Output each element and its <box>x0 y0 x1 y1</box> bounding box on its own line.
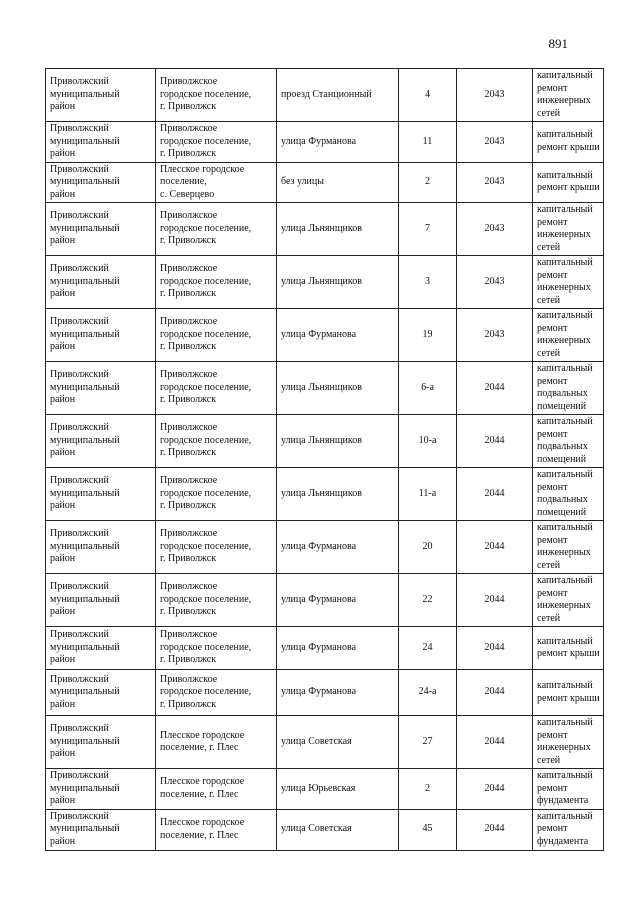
table-row <box>46 670 604 716</box>
settlement-cell <box>156 716 277 769</box>
district-cell <box>46 574 156 627</box>
settlement-cell-line: городское поселение, <box>160 434 252 446</box>
work-type-cell-line: капитальный <box>537 522 593 533</box>
district-cell-line: район <box>50 698 76 710</box>
settlement-cell <box>156 415 277 468</box>
work-type-cell-line: подвальных <box>537 441 588 452</box>
work-type-cell-line: ремонт крыши <box>537 141 600 153</box>
work-type-cell-line: ремонт <box>537 269 568 281</box>
work-type-cell <box>533 362 604 415</box>
district-cell <box>46 521 156 574</box>
settlement-cell-line: Приволжское <box>160 76 218 88</box>
settlement-cell-line: поселение, г. Плес <box>160 742 239 753</box>
settlement-cell-line: городское поселение, <box>160 135 252 147</box>
house-number-cell: 27 <box>399 716 457 769</box>
settlement-cell-line: г. Приволжск <box>160 500 217 512</box>
work-type-cell <box>533 256 604 309</box>
settlement-cell <box>156 162 277 203</box>
work-type-cell-line: ремонт <box>537 823 568 835</box>
street-cell: улица Льнянщиков <box>277 468 399 521</box>
work-type-cell-line: сетей <box>537 612 561 624</box>
district-cell-line: муниципальный <box>50 593 120 605</box>
district-cell-line: район <box>50 101 76 113</box>
work-type-cell-line: капитальный <box>537 635 593 647</box>
house-number-cell: 10-а <box>399 415 457 468</box>
work-type-cell-line: инженерных <box>537 600 591 611</box>
district-cell-line: район <box>50 188 76 200</box>
settlement-cell-line: городское поселение, <box>160 686 252 698</box>
work-type-cell-line: подвальных <box>537 494 588 505</box>
work-type-cell-line: помещений <box>537 453 587 465</box>
work-type-cell <box>533 670 604 716</box>
settlement-cell-line: городское поселение, <box>160 222 252 234</box>
work-type-cell-line: сетей <box>537 294 561 306</box>
work-type-cell-line: инженерных <box>537 229 591 240</box>
work-type-cell <box>533 122 604 163</box>
settlement-cell-line: городское поселение, <box>160 487 252 499</box>
work-type-cell-line: фундамента <box>537 835 589 847</box>
district-cell-line: Приволжский <box>50 810 109 822</box>
work-type-cell <box>533 574 604 627</box>
work-type-cell-line: сетей <box>537 754 561 766</box>
street-cell: улица Фурманова <box>277 670 399 716</box>
settlement-cell <box>156 362 277 415</box>
table-row <box>46 362 604 415</box>
work-type-cell-line: ремонт <box>537 428 568 440</box>
settlement-cell-line: г. Приволжск <box>160 606 217 618</box>
work-type-cell-line: сетей <box>537 107 561 119</box>
district-cell-line: муниципальный <box>50 735 120 747</box>
settlement-cell-line: г. Приволжск <box>160 447 217 459</box>
work-type-cell-line: подвальных <box>537 388 588 399</box>
district-cell-line: район <box>50 341 76 353</box>
settlement-cell-line: Плесское городское <box>160 163 245 175</box>
settlement-cell-line: г. Приволжск <box>160 101 217 113</box>
work-type-cell-line: инженерных <box>537 282 591 293</box>
house-number-cell: 11 <box>399 122 457 163</box>
page-number: 891 <box>548 36 568 51</box>
work-type-cell-line: ремонт <box>537 534 568 546</box>
settlement-cell <box>156 574 277 627</box>
settlement-cell <box>156 468 277 521</box>
district-cell <box>46 809 156 850</box>
table-row <box>46 69 604 122</box>
district-cell-line: муниципальный <box>50 540 120 552</box>
district-cell-line: район <box>50 748 76 760</box>
district-cell-line: Приволжский <box>50 770 109 781</box>
settlement-cell-line: поселение, г. Плес <box>160 829 239 841</box>
table-row <box>46 809 604 850</box>
work-type-cell <box>533 627 604 670</box>
work-type-cell-line: капитальный <box>537 169 593 181</box>
settlement-cell <box>156 809 277 850</box>
district-cell-line: район <box>50 654 76 666</box>
district-cell-line: муниципальный <box>50 686 120 698</box>
district-cell-line: район <box>50 288 76 300</box>
district-cell <box>46 256 156 309</box>
street-cell: проезд Станционный <box>277 69 399 122</box>
year-cell: 2044 <box>457 415 533 468</box>
year-cell: 2043 <box>457 69 533 122</box>
settlement-cell-line: с. Северцево <box>160 188 215 200</box>
settlement-cell-line: городское поселение, <box>160 328 252 340</box>
street-cell: улица Фурманова <box>277 309 399 362</box>
work-type-cell-line: помещений <box>537 400 587 412</box>
work-type-cell <box>533 468 604 521</box>
settlement-cell-line: Плесское городское <box>160 776 245 788</box>
house-number-cell: 2 <box>399 769 457 810</box>
district-cell <box>46 468 156 521</box>
table-row <box>46 415 604 468</box>
district-cell-line: район <box>50 795 76 806</box>
work-type-cell-line: сетей <box>537 241 561 253</box>
work-type-cell <box>533 69 604 122</box>
table-row <box>46 769 604 810</box>
street-cell: улица Льнянщиков <box>277 362 399 415</box>
work-type-cell <box>533 809 604 850</box>
settlement-cell-line: Приволжское <box>160 210 218 222</box>
district-cell-line: муниципальный <box>50 222 120 234</box>
work-type-cell-line: капитальный <box>537 770 593 781</box>
house-number-cell: 24 <box>399 627 457 670</box>
settlement-cell-line: городское поселение, <box>160 381 252 393</box>
district-cell-line: муниципальный <box>50 275 120 287</box>
district-cell <box>46 627 156 670</box>
settlement-cell-line: г. Приволжск <box>160 394 217 406</box>
year-cell: 2044 <box>457 574 533 627</box>
settlement-cell-line: г. Приволжск <box>160 235 217 247</box>
district-cell <box>46 203 156 256</box>
year-cell: 2044 <box>457 769 533 810</box>
work-type-cell-line: капитальный <box>537 363 593 374</box>
settlement-cell-line: городское поселение, <box>160 275 252 287</box>
work-type-cell-line: ремонт <box>537 375 568 387</box>
year-cell: 2043 <box>457 162 533 203</box>
house-number-cell: 3 <box>399 256 457 309</box>
street-cell: улица Фурманова <box>277 627 399 670</box>
settlement-cell-line: Приволжское <box>160 316 218 328</box>
settlement-cell-line: Приволжское <box>160 422 218 434</box>
settlement-cell-line: городское поселение, <box>160 593 252 605</box>
settlement-cell-line: поселение, <box>160 176 207 187</box>
table-row <box>46 627 604 670</box>
settlement-cell-line: Приволжское <box>160 629 218 641</box>
street-cell: улица Советская <box>277 716 399 769</box>
settlement-cell <box>156 627 277 670</box>
district-cell-line: Приволжский <box>50 163 109 175</box>
work-type-cell-line: ремонт <box>537 82 568 94</box>
district-cell <box>46 362 156 415</box>
settlement-cell <box>156 203 277 256</box>
district-cell-line: муниципальный <box>50 434 120 446</box>
district-cell-line: Приволжский <box>50 210 109 222</box>
work-type-cell-line: фундамента <box>537 795 589 806</box>
house-number-cell: 24-а <box>399 670 457 716</box>
street-cell: без улицы <box>277 162 399 203</box>
settlement-cell-line: Приволжское <box>160 581 218 593</box>
year-cell: 2044 <box>457 716 533 769</box>
street-cell: улица Юрьевская <box>277 769 399 810</box>
work-type-cell <box>533 162 604 203</box>
district-cell-line: район <box>50 835 76 847</box>
work-type-cell-line: инженерных <box>537 95 591 106</box>
year-cell: 2044 <box>457 521 533 574</box>
district-cell <box>46 122 156 163</box>
street-cell: улица Фурманова <box>277 521 399 574</box>
work-type-cell-line: капитальный <box>537 204 593 215</box>
district-cell <box>46 309 156 362</box>
year-cell: 2044 <box>457 362 533 415</box>
settlement-cell-line: г. Приволжск <box>160 698 217 710</box>
table-row <box>46 521 604 574</box>
district-cell-line: муниципальный <box>50 328 120 340</box>
settlement-cell-line: г. Приволжск <box>160 654 217 666</box>
settlement-cell <box>156 256 277 309</box>
year-cell: 2043 <box>457 309 533 362</box>
settlement-cell-line: Плесское городское <box>160 729 245 741</box>
district-cell-line: Приволжский <box>50 123 109 134</box>
house-number-cell: 22 <box>399 574 457 627</box>
house-number-cell: 45 <box>399 809 457 850</box>
street-cell: улица Фурманова <box>277 574 399 627</box>
district-cell-line: район <box>50 553 76 565</box>
work-type-cell-line: капитальный <box>537 310 593 321</box>
district-cell-line: Приволжский <box>50 76 109 88</box>
work-type-cell-line: инженерных <box>537 742 591 753</box>
district-cell-line: муниципальный <box>50 823 120 835</box>
district-cell-line: муниципальный <box>50 782 120 794</box>
district-cell-line: муниципальный <box>50 381 120 393</box>
work-type-cell-line: ремонт крыши <box>537 692 600 704</box>
table-row <box>46 203 604 256</box>
work-type-cell-line: капитальный <box>537 416 593 427</box>
district-cell-line: Приволжский <box>50 581 109 593</box>
house-number-cell: 20 <box>399 521 457 574</box>
work-type-cell <box>533 716 604 769</box>
street-cell: улица Льнянщиков <box>277 203 399 256</box>
work-type-cell-line: инженерных <box>537 335 591 346</box>
settlement-cell-line: городское поселение, <box>160 540 252 552</box>
settlement-cell <box>156 521 277 574</box>
district-cell-line: Приволжский <box>50 475 109 487</box>
street-cell: улица Льнянщиков <box>277 256 399 309</box>
work-type-cell-line: капитальный <box>537 469 593 480</box>
work-type-cell <box>533 309 604 362</box>
district-cell-line: муниципальный <box>50 88 120 100</box>
work-type-cell-line: ремонт <box>537 216 568 228</box>
settlement-cell-line: г. Приволжск <box>160 341 217 353</box>
settlement-cell-line: городское поселение, <box>160 641 252 653</box>
work-type-cell <box>533 415 604 468</box>
house-number-cell: 7 <box>399 203 457 256</box>
district-cell-line: район <box>50 447 76 459</box>
district-cell <box>46 415 156 468</box>
work-type-cell-line: капитальный <box>537 717 593 728</box>
work-type-cell-line: ремонт крыши <box>537 648 600 659</box>
district-cell-line: район <box>50 148 76 159</box>
work-type-cell-line: капитальный <box>537 70 593 81</box>
settlement-cell-line: городское поселение, <box>160 88 252 100</box>
work-type-cell-line: ремонт <box>537 481 568 493</box>
work-type-cell-line: капитальный <box>537 680 593 691</box>
district-cell-line: Приволжский <box>50 263 109 275</box>
district-cell-line: муниципальный <box>50 135 120 147</box>
work-type-cell-line: капитальный <box>537 257 593 268</box>
table-row <box>46 162 604 203</box>
street-cell: улица Фурманова <box>277 122 399 163</box>
district-cell-line: Приволжский <box>50 629 109 641</box>
work-type-cell-line: ремонт <box>537 587 568 599</box>
year-cell: 2044 <box>457 670 533 716</box>
year-cell: 2044 <box>457 468 533 521</box>
settlement-cell-line: г. Приволжск <box>160 288 217 300</box>
district-cell <box>46 769 156 810</box>
work-type-cell-line: ремонт <box>537 729 568 741</box>
housing-repair-table <box>45 68 604 851</box>
settlement-cell-line: поселение, г. Плес <box>160 788 239 800</box>
work-type-cell-line: капитальный <box>537 810 593 822</box>
house-number-cell: 6-а <box>399 362 457 415</box>
settlement-cell-line: Приволжское <box>160 528 218 540</box>
table-row <box>46 468 604 521</box>
work-type-cell-line: капитальный <box>537 129 593 141</box>
district-cell-line: Приволжский <box>50 316 109 328</box>
district-cell-line: район <box>50 235 76 247</box>
work-type-cell-line: капитальный <box>537 575 593 586</box>
settlement-cell-line: Приволжское <box>160 475 218 487</box>
settlement-cell <box>156 769 277 810</box>
district-cell-line: район <box>50 394 76 406</box>
year-cell: 2043 <box>457 122 533 163</box>
settlement-cell <box>156 309 277 362</box>
house-number-cell: 2 <box>399 162 457 203</box>
street-cell: улица Льнянщиков <box>277 415 399 468</box>
year-cell: 2044 <box>457 809 533 850</box>
house-number-cell: 11-а <box>399 468 457 521</box>
house-number-cell: 4 <box>399 69 457 122</box>
district-cell-line: муниципальный <box>50 641 120 653</box>
district-cell-line: Приволжский <box>50 369 109 381</box>
work-type-cell-line: ремонт <box>537 782 568 794</box>
work-type-cell-line: сетей <box>537 347 561 359</box>
year-cell: 2044 <box>457 627 533 670</box>
work-type-cell-line: ремонт крыши <box>537 182 600 194</box>
district-cell-line: Приволжский <box>50 528 109 540</box>
settlement-cell-line: Приволжское <box>160 369 218 381</box>
work-type-cell <box>533 203 604 256</box>
district-cell <box>46 670 156 716</box>
district-cell <box>46 716 156 769</box>
settlement-cell-line: Приволжское <box>160 263 218 275</box>
table-row <box>46 309 604 362</box>
district-cell-line: Приволжский <box>50 723 109 735</box>
settlement-cell <box>156 122 277 163</box>
district-cell <box>46 162 156 203</box>
settlement-cell <box>156 69 277 122</box>
work-type-cell-line: ремонт <box>537 322 568 334</box>
work-type-cell-line: помещений <box>537 506 587 518</box>
settlement-cell <box>156 670 277 716</box>
work-type-cell-line: сетей <box>537 559 561 571</box>
year-cell: 2043 <box>457 203 533 256</box>
work-type-cell <box>533 521 604 574</box>
district-cell <box>46 69 156 122</box>
settlement-cell-line: Плесское городское <box>160 817 245 828</box>
district-cell-line: Приволжский <box>50 422 109 434</box>
district-cell-line: муниципальный <box>50 176 120 187</box>
table-body <box>46 69 604 851</box>
district-cell-line: Приволжский <box>50 673 109 685</box>
district-cell-line: район <box>50 606 76 618</box>
settlement-cell-line: Приволжское <box>160 123 218 134</box>
settlement-cell-line: г. Приволжск <box>160 148 217 159</box>
settlement-cell-line: г. Приволжск <box>160 553 217 565</box>
table-row <box>46 716 604 769</box>
work-type-cell <box>533 769 604 810</box>
table-row <box>46 256 604 309</box>
district-cell-line: район <box>50 500 76 512</box>
house-number-cell: 19 <box>399 309 457 362</box>
street-cell: улица Советская <box>277 809 399 850</box>
table-row <box>46 574 604 627</box>
table-row <box>46 122 604 163</box>
year-cell: 2043 <box>457 256 533 309</box>
district-cell-line: муниципальный <box>50 487 120 499</box>
work-type-cell-line: инженерных <box>537 547 591 558</box>
settlement-cell-line: Приволжское <box>160 673 218 685</box>
